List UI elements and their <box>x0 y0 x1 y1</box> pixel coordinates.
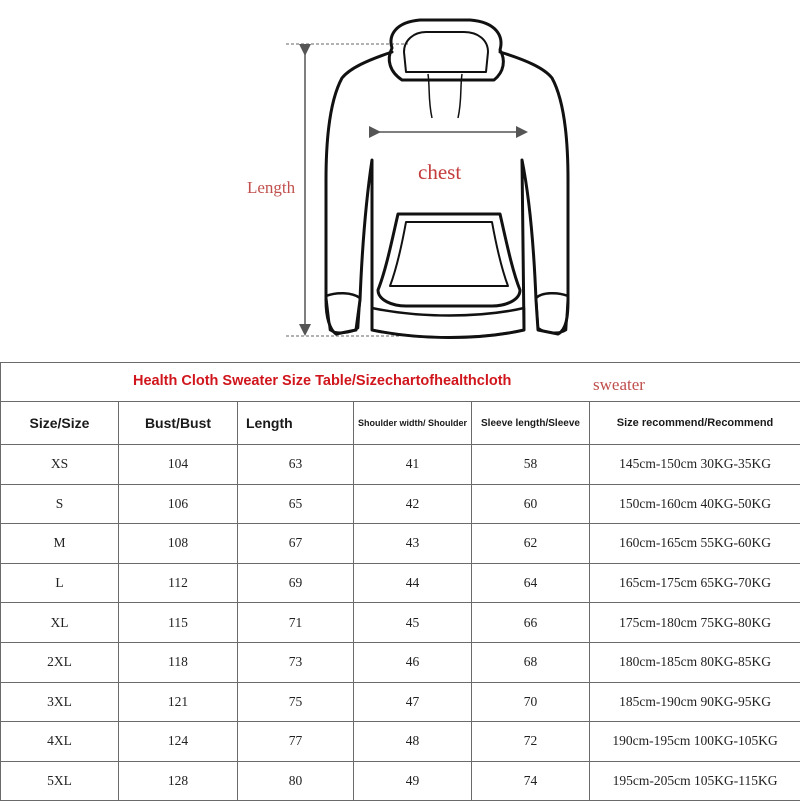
title-row <box>1 363 800 402</box>
length-cell: 63 <box>238 445 354 485</box>
bust-cell: 128 <box>119 761 238 801</box>
pocket-outline <box>378 214 520 306</box>
length-cell: 65 <box>238 484 354 524</box>
shoulder-cell: 46 <box>354 642 472 682</box>
recommend-cell: 180cm-185cm 80KG-85KG <box>590 642 800 682</box>
bust-cell: 106 <box>119 484 238 524</box>
sleeve-cell: 70 <box>472 682 590 722</box>
bust-cell: 115 <box>119 603 238 643</box>
shoulder-cell: 43 <box>354 524 472 564</box>
table-row <box>1 761 800 801</box>
shoulder-cell: 41 <box>354 445 472 485</box>
table-title-suffix: sweater <box>593 375 645 395</box>
length-cell: 80 <box>238 761 354 801</box>
hoodie-body-outline <box>326 52 568 338</box>
table-row <box>1 524 800 564</box>
size-cell: XS <box>1 445 119 485</box>
bust-cell: 112 <box>119 563 238 603</box>
header-shoulder: Shoulder width/ Shoulder <box>354 402 472 445</box>
bust-cell: 121 <box>119 682 238 722</box>
shoulder-cell: 48 <box>354 722 472 762</box>
shoulder-cell: 49 <box>354 761 472 801</box>
bust-cell: 118 <box>119 642 238 682</box>
hoodie-illustration <box>0 0 800 362</box>
length-label: Length <box>247 178 295 198</box>
pocket-inner-outline <box>390 222 508 286</box>
chest-label: chest <box>418 160 461 185</box>
waistband-outline <box>372 308 524 338</box>
shoulder-cell: 45 <box>354 603 472 643</box>
hood-inner-outline <box>404 32 488 72</box>
bust-cell: 104 <box>119 445 238 485</box>
header-size: Size/Size <box>1 402 119 445</box>
recommend-cell: 185cm-190cm 90KG-95KG <box>590 682 800 722</box>
length-cell: 71 <box>238 603 354 643</box>
size-cell: 2XL <box>1 642 119 682</box>
header-length: Length <box>238 402 354 445</box>
table-row <box>1 682 800 722</box>
recommend-cell: 175cm-180cm 75KG-80KG <box>590 603 800 643</box>
recommend-cell: 145cm-150cm 30KG-35KG <box>590 445 800 485</box>
size-chart-table <box>0 362 800 801</box>
sleeve-cell: 74 <box>472 761 590 801</box>
header-bust: Bust/Bust <box>119 402 238 445</box>
table-row <box>1 642 800 682</box>
table-title: Health Cloth Sweater Size Table/Sizechartofhealthcloth <box>133 373 511 389</box>
table-row <box>1 722 800 762</box>
size-cell: L <box>1 563 119 603</box>
size-cell: 3XL <box>1 682 119 722</box>
shoulder-cell: 47 <box>354 682 472 722</box>
table-row <box>1 484 800 524</box>
table-row <box>1 563 800 603</box>
hoodie-diagram <box>0 0 800 362</box>
bust-cell: 124 <box>119 722 238 762</box>
recommend-cell: 190cm-195cm 100KG-105KG <box>590 722 800 762</box>
length-cell: 67 <box>238 524 354 564</box>
shoulder-cell: 44 <box>354 563 472 603</box>
header-recommend: Size recommend/Recommend <box>590 402 800 445</box>
recommend-cell: 195cm-205cm 105KG-115KG <box>590 761 800 801</box>
bust-cell: 108 <box>119 524 238 564</box>
length-cell: 73 <box>238 642 354 682</box>
length-cell: 69 <box>238 563 354 603</box>
size-cell: 5XL <box>1 761 119 801</box>
shoulder-cell: 42 <box>354 484 472 524</box>
size-cell: M <box>1 524 119 564</box>
header-sleeve: Sleeve length/Sleeve <box>472 402 590 445</box>
title-cell <box>1 363 800 402</box>
size-cell: 4XL <box>1 722 119 762</box>
length-cell: 77 <box>238 722 354 762</box>
sleeve-cell: 58 <box>472 445 590 485</box>
size-cell: XL <box>1 603 119 643</box>
sleeve-cell: 72 <box>472 722 590 762</box>
length-measure-line <box>286 44 408 336</box>
table-row <box>1 445 800 485</box>
sleeve-cell: 66 <box>472 603 590 643</box>
size-cell: S <box>1 484 119 524</box>
table-row <box>1 603 800 643</box>
recommend-cell: 150cm-160cm 40KG-50KG <box>590 484 800 524</box>
header-row <box>1 402 800 445</box>
recommend-cell: 165cm-175cm 65KG-70KG <box>590 563 800 603</box>
sleeve-cell: 68 <box>472 642 590 682</box>
recommend-cell: 160cm-165cm 55KG-60KG <box>590 524 800 564</box>
length-cell: 75 <box>238 682 354 722</box>
sleeve-cell: 62 <box>472 524 590 564</box>
sleeve-cell: 60 <box>472 484 590 524</box>
sleeve-cell: 64 <box>472 563 590 603</box>
